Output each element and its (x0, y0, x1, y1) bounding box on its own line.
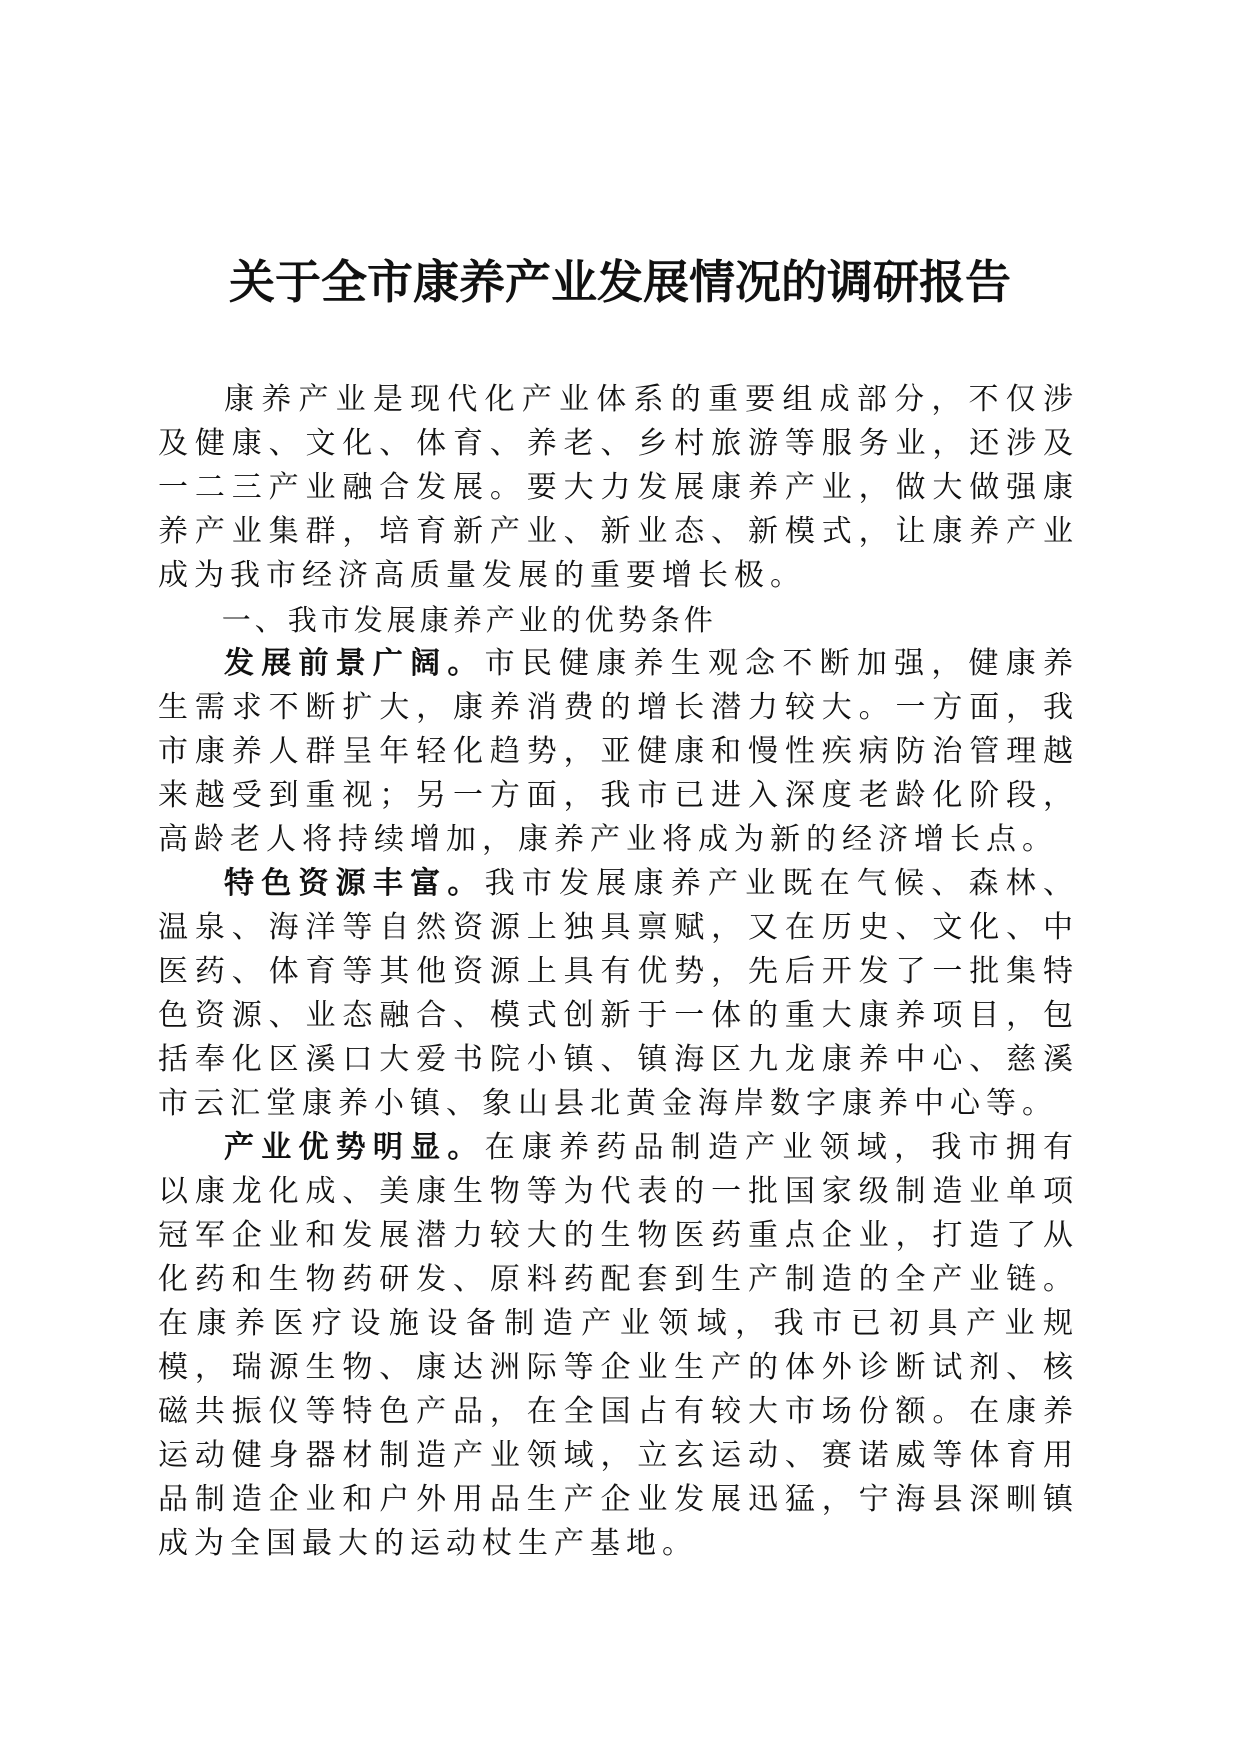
intro-paragraph: 康养产业是现代化产业体系的重要组成部分，不仅涉及健康、文化、体育、养老、乡村旅游等服务业，还涉及一二三产业融合发展。要大力发展康养产业，做大做强康养产业集群，培育新产业、新业态、新模式，让康养产业成为我市经济高质量发展的重要增长极。 (158, 382, 1079, 593)
section-heading: 一、我市发展康养产业的优势条件 (221, 603, 717, 637)
paragraph-lead: 发展前景广阔。 (224, 646, 485, 681)
paragraph-resources (158, 862, 1079, 1126)
paragraph-text: 在康养药品制造产业领域，我市拥有以康龙化成、美康生物等为代表的一批国家级制造业单项冠军企业和发展潜力较大的生物医药重点企业，打造了从化药和生物药研发、原料药配套到生产制造的全产业链。在康养医疗设施设备制造产业领域，我市已初具产业规模，瑞源生物、康达洲际等企业生产的体外诊断试剂、核磁共振仪等特色产品，在全国占有较大市场份额。在康养运动健身器材制造产业领域，立玄运动、赛诺威等体育用品制造企业和户外用品生产企业发展迅猛，宁海县深甽镇成为全国最大的运动杖生产基地。 (158, 1130, 1080, 1561)
document-body (158, 378, 1079, 1566)
paragraph-lead: 产业优势明显。 (224, 1130, 485, 1165)
document-title: 关于全市康养产业发展情况的调研报告 (229, 255, 1011, 309)
paragraph-text: 我市发展康养产业既在气候、森林、温泉、海洋等自然资源上独具禀赋，又在历史、文化、中医药、体育等其他资源上具有优势，先后开发了一批集特色资源、业态融合、模式创新于一体的重大康养项目，包括奉化区溪口大爱书院小镇、镇海区九龙康养中心、慈溪市云汇堂康养小镇、象山县北黄金海岸数字康养中心等。 (158, 866, 1080, 1121)
paragraph-text: 市民健康养生观念不断加强，健康养生需求不断扩大，康养消费的增长潜力较大。一方面，我市康养人群呈年轻化趋势，亚健康和慢性疾病防治管理越来越受到重视；另一方面，我市已进入深度老龄化阶段，高龄老人将持续增加，康养产业将成为新的经济增长点。 (158, 646, 1080, 857)
paragraph-industry (158, 1126, 1079, 1566)
paragraph-prospects (158, 642, 1079, 862)
paragraph-lead: 特色资源丰富。 (224, 866, 485, 901)
